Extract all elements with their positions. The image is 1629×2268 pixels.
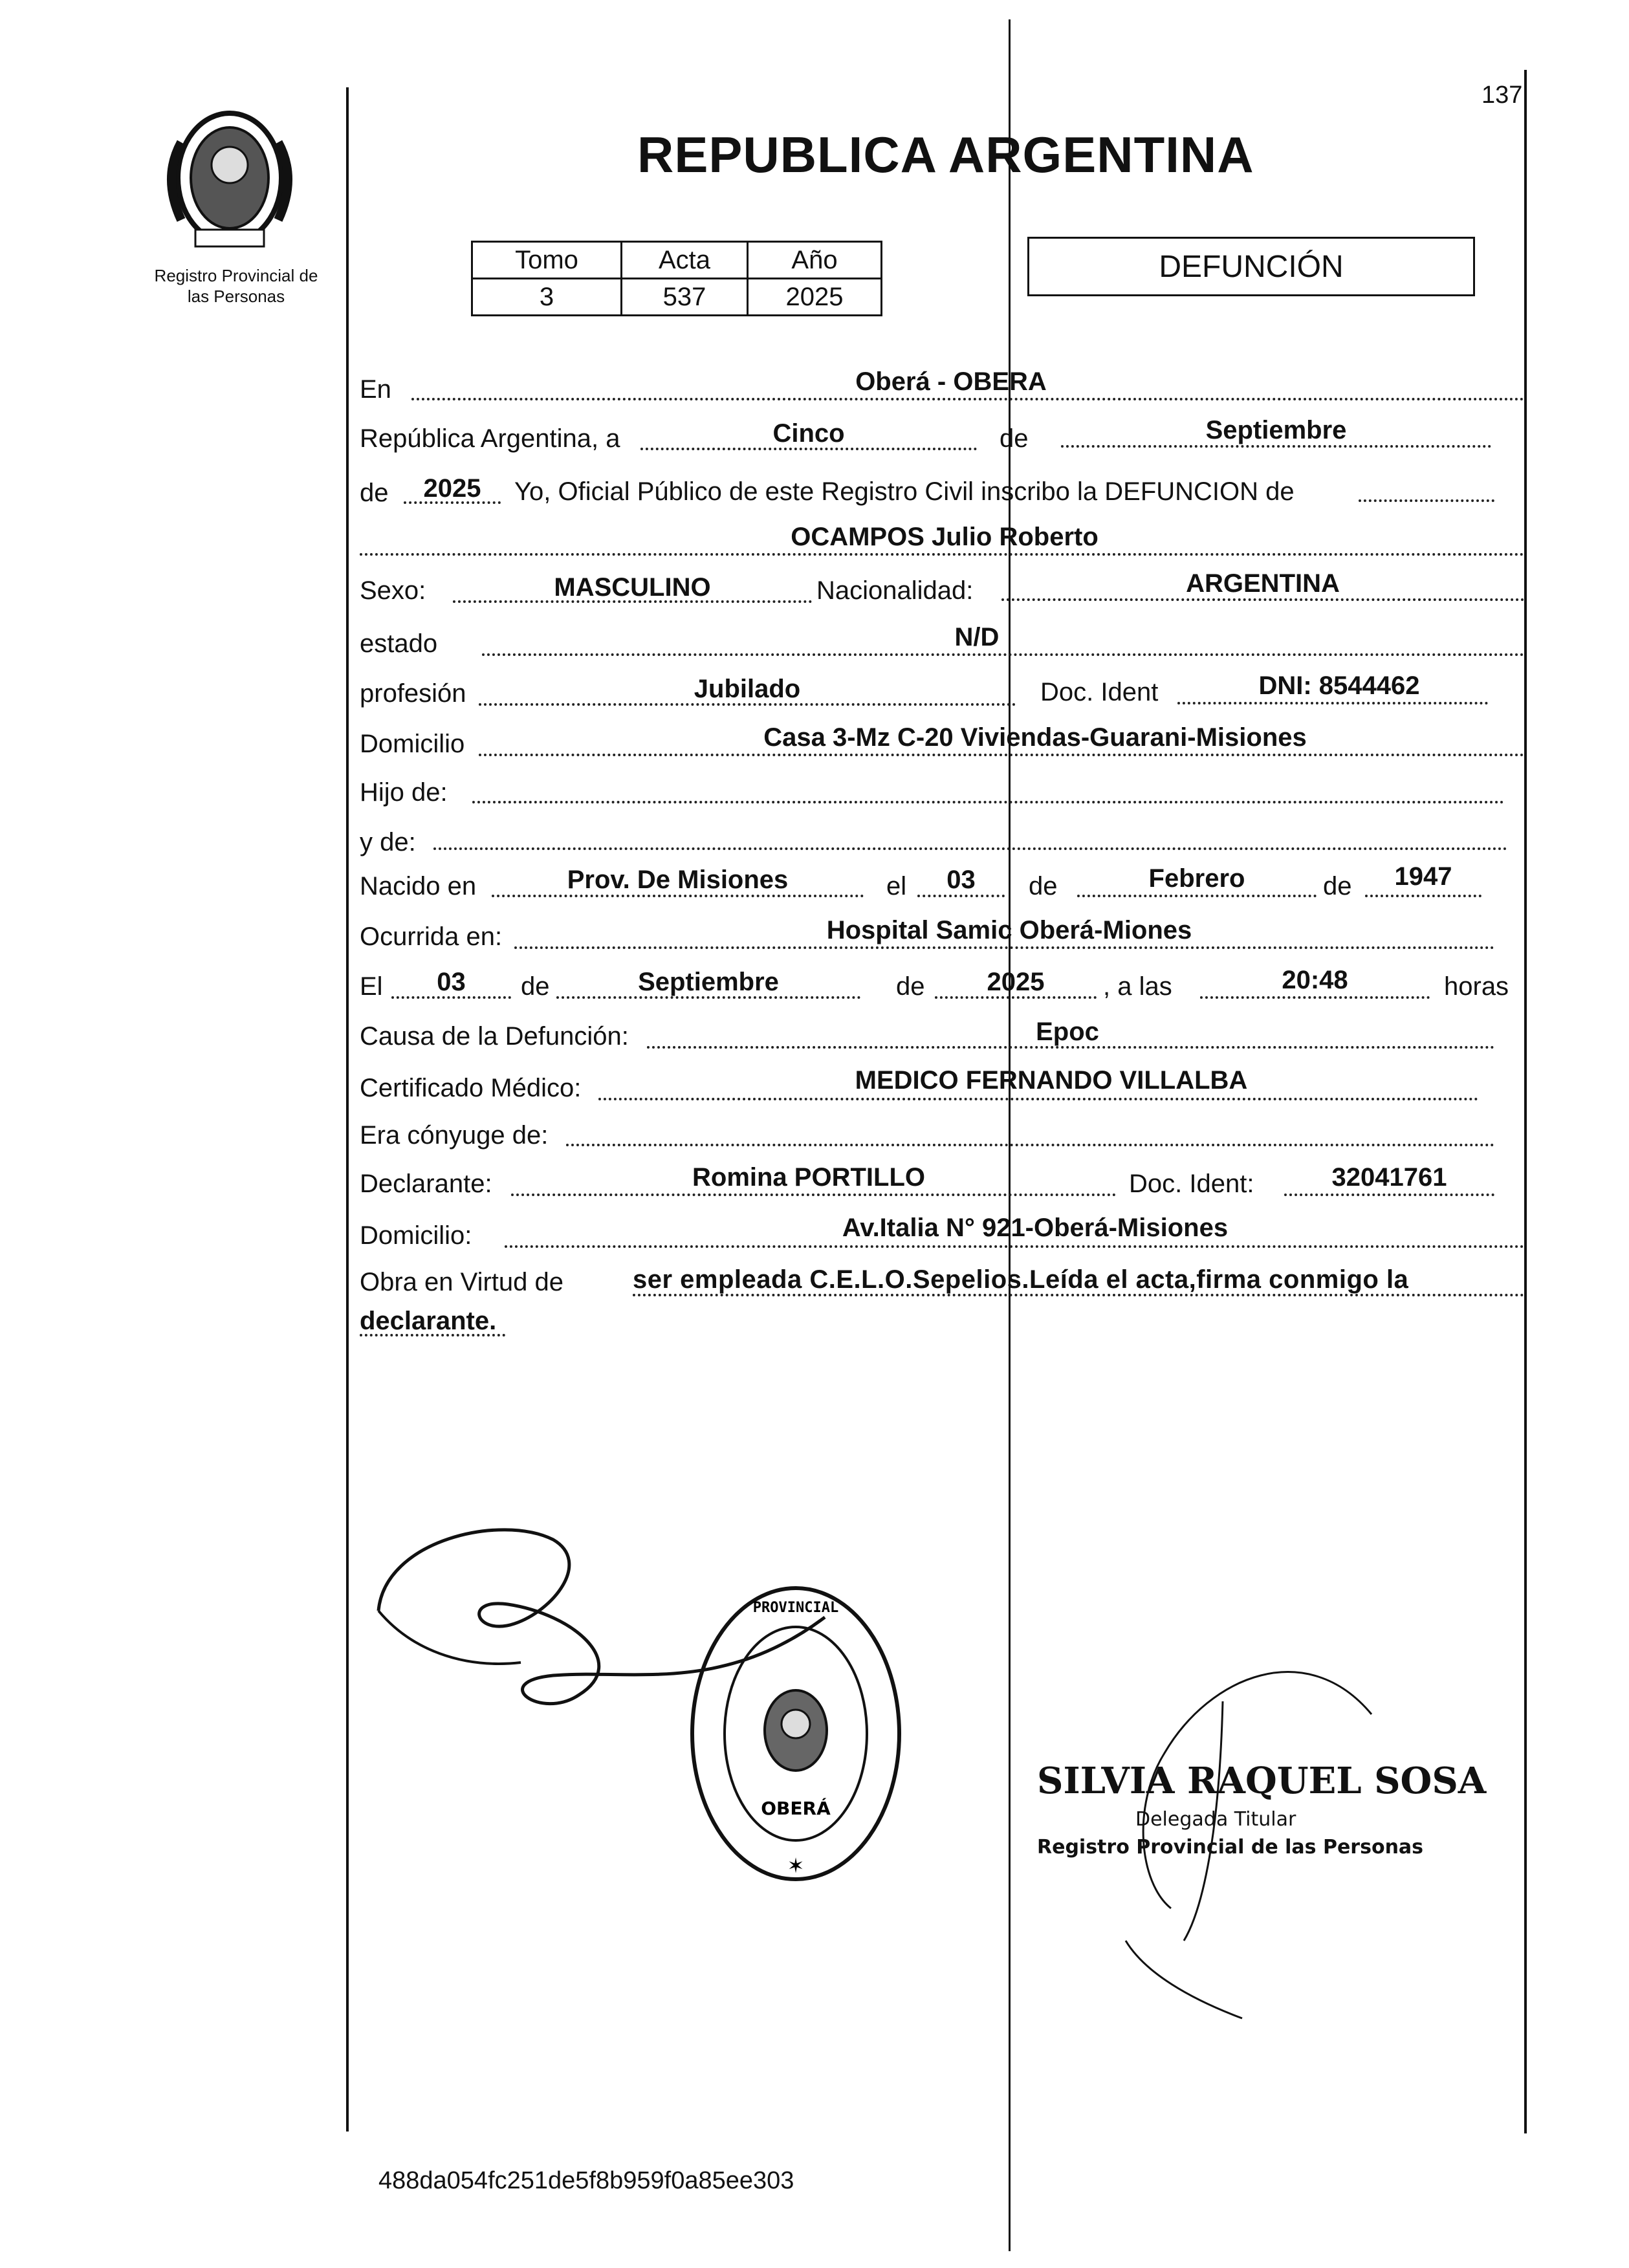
dotted-line	[647, 1046, 1494, 1049]
label-y-de: y de:	[360, 828, 416, 856]
label-republica: República Argentina, a	[360, 424, 620, 453]
dotted-line	[492, 895, 864, 897]
value-dia: Cinco	[772, 419, 845, 448]
left-margin-line	[346, 87, 349, 2132]
dotted-line	[1284, 1194, 1494, 1196]
value-declarante: Romina PORTILLO	[692, 1163, 925, 1192]
ref-header-tomo: Tomo	[472, 242, 622, 279]
ref-header-acta: Acta	[622, 242, 748, 279]
dotted-line	[556, 996, 860, 999]
value-mes: Septiembre	[1205, 416, 1347, 444]
value-hora: 20:48	[1282, 966, 1348, 994]
value-nacionalidad: ARGENTINA	[1186, 569, 1340, 598]
label-ocurrida-en: Ocurrida en:	[360, 922, 503, 951]
dotted-line	[479, 703, 1016, 706]
label-a-las: , a las	[1103, 972, 1172, 1001]
label-de2: de	[360, 479, 389, 507]
svg-text:✶: ✶	[787, 1853, 805, 1878]
dotted-line	[935, 996, 1097, 999]
dotted-line	[640, 448, 977, 450]
value-declarante-domicilio: Av.Italia N° 921-Oberá-Misiones	[842, 1214, 1229, 1242]
label-obra: Obra en Virtud de	[360, 1268, 564, 1296]
dotted-line	[472, 801, 1504, 803]
value-lugar: Oberá - OBERA	[855, 367, 1047, 396]
document-hash: 488da054fc251de5f8b959f0a85ee303	[378, 2167, 794, 2194]
label-nacido-en: Nacido en	[360, 872, 477, 900]
label-en: En	[360, 375, 391, 404]
dotted-line	[1177, 702, 1488, 704]
label-el: el	[886, 872, 907, 900]
dotted-line	[482, 653, 1524, 656]
value-certificado: MEDICO FERNANDO VILLALBA	[855, 1066, 1248, 1095]
value-declarante-doc: 32041761	[1331, 1163, 1447, 1192]
reference-table	[471, 241, 882, 316]
dotted-line	[1365, 895, 1481, 897]
value-nac-anio: 1947	[1394, 862, 1452, 891]
dotted-line	[598, 1098, 1478, 1100]
label-doc-ident2: Doc. Ident:	[1129, 1170, 1254, 1198]
value-def-mes: Septiembre	[638, 968, 779, 996]
value-nombre: OCAMPOS Julio Roberto	[791, 523, 1099, 551]
label-domicilio2: Domicilio:	[360, 1221, 472, 1250]
dotted-line	[360, 553, 1524, 556]
value-nacido-en: Prov. De Misiones	[567, 866, 789, 894]
label-de: de	[1000, 424, 1029, 453]
right-margin-line	[1524, 70, 1527, 2133]
label-profesion: profesión	[360, 679, 466, 708]
dotted-line	[511, 1194, 1116, 1196]
provincial-seal-icon	[155, 104, 304, 252]
value-sexo: MASCULINO	[554, 573, 711, 602]
label-de-c: de	[521, 972, 550, 1001]
label-certificado: Certificado Médico:	[360, 1074, 582, 1102]
issuer-caption	[129, 265, 343, 307]
page-number: 137	[1481, 82, 1523, 109]
dotted-line	[1001, 598, 1524, 601]
svg-text:OBERÁ: OBERÁ	[761, 1798, 831, 1819]
value-obra-line2: declarante.	[360, 1307, 497, 1335]
value-ocurrida-en: Hospital Samic Oberá-Miones	[826, 916, 1192, 944]
label-de-a: de	[1029, 872, 1058, 900]
dotted-line	[1077, 895, 1317, 897]
dotted-line	[1061, 445, 1491, 448]
dotted-line	[1359, 499, 1494, 502]
issuer-line2: las Personas	[187, 287, 285, 306]
label-de-d: de	[896, 972, 925, 1001]
label-sexo: Sexo:	[360, 576, 426, 605]
dotted-line	[917, 895, 1005, 897]
value-obra-line1: ser empleada C.E.L.O.Sepelios.Leída el acta,firma conmigo la	[633, 1265, 1409, 1294]
label-doc-ident: Doc. Ident	[1040, 678, 1159, 706]
value-domicilio: Casa 3-Mz C-20 Viviendas-Guarani-Misiones	[763, 723, 1307, 752]
page-title: REPUBLICA ARGENTINA	[637, 126, 1254, 183]
label-declarante: Declarante:	[360, 1170, 492, 1198]
ref-value-anio: 2025	[748, 279, 882, 316]
label-causa: Causa de la Defunción:	[360, 1022, 629, 1051]
dotted-line	[1200, 996, 1430, 999]
label-yo: Yo, Oficial Público de este Registro Civil inscribo la DEFUNCION de	[514, 477, 1295, 506]
value-causa: Epoc	[1036, 1018, 1099, 1046]
scan-fold-line	[1009, 19, 1011, 2251]
label-hijo-de: Hijo de:	[360, 778, 448, 807]
handwritten-signature-right	[1061, 1637, 1423, 2025]
value-nac-mes: Febrero	[1148, 864, 1245, 893]
ref-value-tomo: 3	[472, 279, 622, 316]
record-type-box: DEFUNCIÓN	[1027, 237, 1475, 296]
label-domicilio: Domicilio	[360, 730, 465, 758]
dotted-line	[566, 1144, 1494, 1146]
ref-value-acta: 537	[622, 279, 748, 316]
ref-header-anio: Año	[748, 242, 882, 279]
value-def-anio: 2025	[987, 968, 1045, 996]
dotted-line	[391, 996, 511, 999]
signatory-org: Registro Provincial de las Personas	[1037, 1836, 1424, 1859]
value-def-dia: 03	[437, 968, 466, 996]
issuer-line1: Registro Provincial de	[154, 266, 318, 285]
dotted-line	[633, 1294, 1524, 1296]
value-nac-dia: 03	[946, 866, 976, 894]
label-de-b: de	[1323, 872, 1352, 900]
label-horas: horas	[1444, 972, 1509, 1001]
label-conyuge: Era cónyuge de:	[360, 1121, 549, 1150]
dotted-line	[411, 398, 1524, 400]
delegation-stamp-icon	[686, 1578, 906, 1889]
dotted-line	[514, 946, 1494, 949]
signatory-name: SILVIA RAQUEL SOSA	[1037, 1760, 1487, 1802]
value-profesion: Jubilado	[694, 675, 801, 703]
dotted-line	[479, 754, 1524, 756]
signatory-role: Delegada Titular	[1135, 1808, 1296, 1831]
label-estado: estado	[360, 629, 438, 658]
dotted-line	[433, 847, 1507, 850]
value-documento: DNI: 8544462	[1258, 671, 1420, 700]
label-nacionalidad: Nacionalidad:	[816, 576, 974, 605]
value-estado: N/D	[954, 623, 1000, 651]
dotted-line	[360, 1334, 505, 1336]
value-anio: 2025	[423, 474, 481, 503]
label-El: El	[360, 972, 383, 1001]
dotted-line	[505, 1245, 1524, 1248]
svg-text:PROVINCIAL: PROVINCIAL	[752, 1600, 839, 1616]
